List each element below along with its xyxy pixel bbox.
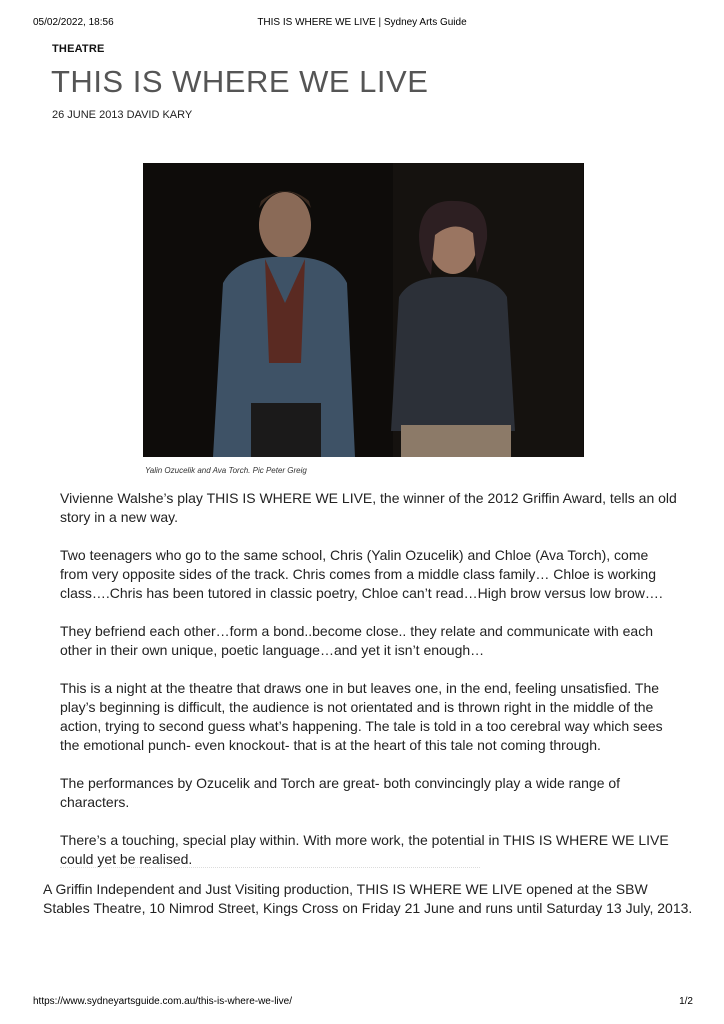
page-cut-divider (60, 867, 480, 872)
paragraph: This is a night at the theatre that draws one in but leaves one, in the end, feeling unsatisfied. The play’s beginning is difficult, the audience is not orientated and is thrown right in the middle of the action, trying to second guess what’s happening. The tale is told in a too cerebral way which sees the emotional punch- even knockout- that is at the heart of this tale not coming through. (60, 680, 663, 753)
production-details-paragraph: A Griffin Independent and Just Visiting production, THIS IS WHERE WE LIVE opened at the SBW Stables Theatre, 10 Nimrod Street, Kings Cross on Friday 21 June and runs until Saturday 13 July, 2013. (43, 881, 693, 916)
paragraph: The performances by Ozucelik and Torch are great- both convincingly play a wide range of characters. (60, 775, 621, 810)
print-page-title: THIS IS WHERE WE LIVE | Sydney Arts Guide (257, 17, 467, 28)
article-photo (143, 163, 584, 457)
category-link[interactable]: THEATRE (52, 43, 105, 55)
paragraph: They befriend each other…form a bond..become close.. they relate and communicate with each other in their own unique, poetic language…and yet it isn’t enough… (60, 623, 653, 658)
paragraph: Two teenagers who go to the same school, Chris (Yalin Ozucelik) and Chloe (Ava Torch), come from very opposite sides of the track. Chris comes from a middle class family… Chloe is working class….Chris has been tutored in classic poetry, Chloe can’t read…High brow versus low brow…. (60, 547, 663, 601)
paragraph: Vivienne Walshe’s play THIS IS WHERE WE LIVE, the winner of the 2012 Griffin Award, tells an old story in a new way. (60, 490, 677, 525)
print-url: https://www.sydneyartsguide.com.au/this-is-where-we-live/ (33, 996, 292, 1007)
article-body (60, 489, 680, 888)
paragraph: There’s a touching, special play within. With more work, the potential in THIS IS WHERE WE LIVE could yet be realised. (60, 832, 669, 867)
print-datetime: 05/02/2022, 18:56 (33, 17, 114, 28)
article-title: THIS IS WHERE WE LIVE (51, 64, 429, 99)
article-byline: 26 JUNE 2013 DAVID KARY (52, 109, 193, 121)
image-caption: Yalin Ozucelik and Ava Torch. Pic Peter Greig (145, 466, 307, 475)
print-page-number: 1/2 (679, 996, 693, 1007)
